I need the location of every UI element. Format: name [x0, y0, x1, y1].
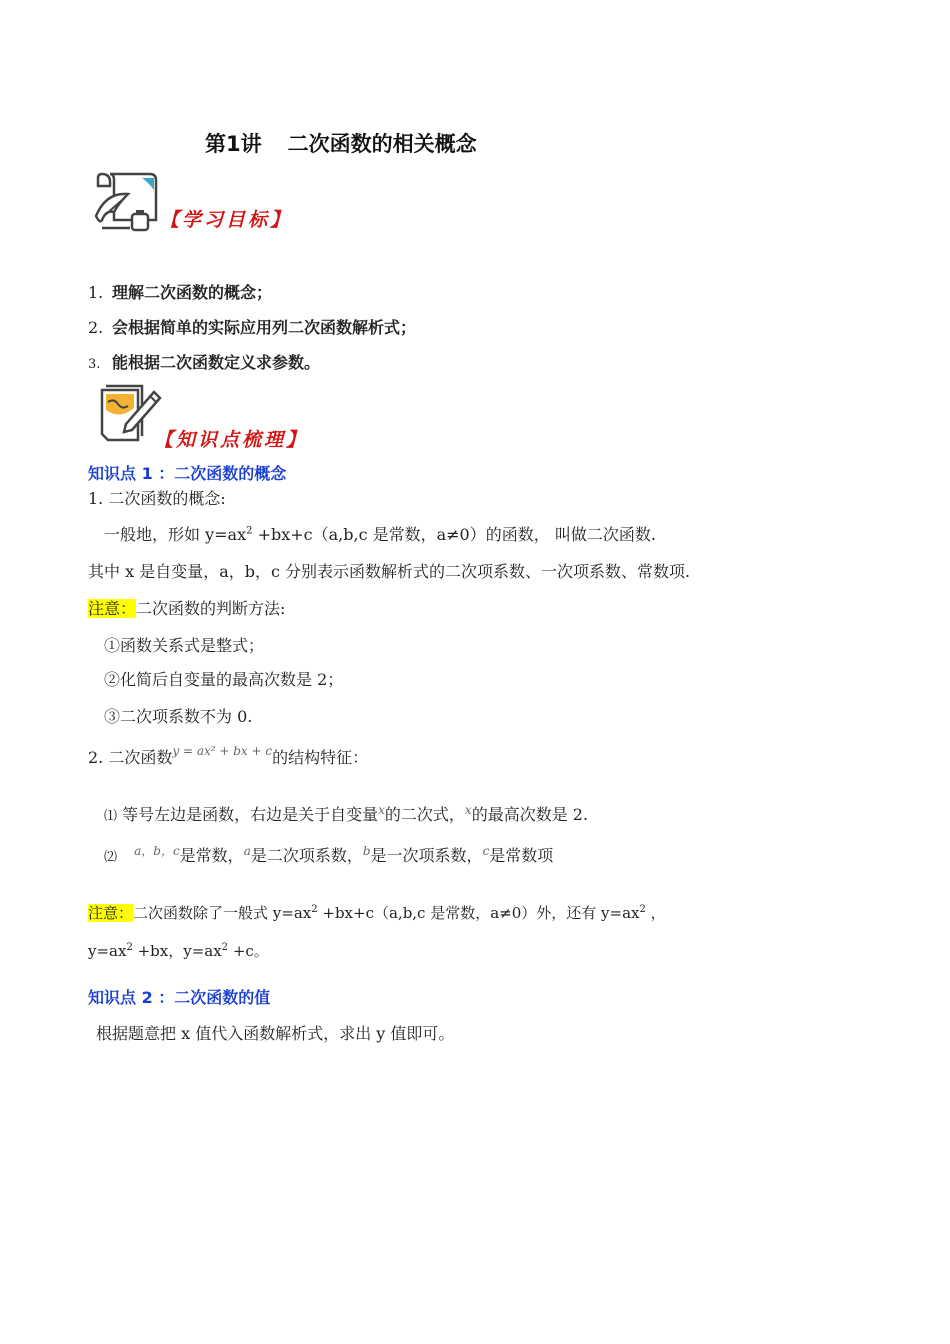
knowledge-points-banner: 【知识点梳理】 [154, 429, 309, 451]
knowledge-point-2-heading: 知识点 2 ：二次函数的值 [88, 988, 271, 1007]
concept-item-1: 1. 二次函数的概念: [88, 489, 226, 508]
rule-item: ②化简后自变量的最高次数是 2； [104, 670, 344, 689]
lecture-number: 第1讲 [205, 132, 262, 156]
knowledge-point-1-heading: 知识点 1 ：二次函数的概念 [88, 464, 287, 483]
goal-item: 2. 会根据简单的实际应用列二次函数解析式； [88, 318, 417, 337]
goal-item: 3. 能根据二次函数定义求参数。 [88, 353, 321, 372]
lecture-topic: 二次函数的相关概念 [287, 132, 477, 156]
note-other-forms: 注意：二次函数除了一般式 $y=ax^2 +bx+c(a,b,c$ 是常数，a≠0）外，还有 $y=ax^2$ ， [88, 904, 666, 922]
structure-item-2: ⑵ $^{a,b,c}$是常数，$^a$是二次项系数，$^b$是一次项系数，$^c$是常数项 [104, 844, 554, 865]
variables-text: 其中 x 是自变量，a，b，c 分别表示函数解析式的二次项系数、一次项系数、常数项. [88, 562, 691, 581]
page-title [205, 128, 477, 158]
note-other-forms-line2: $y=ax^2 +bx$，$y=ax^2 +c$。 [88, 942, 269, 960]
rule-item: ③二次项系数不为 0. [104, 707, 253, 726]
note-label: 注意： [88, 904, 134, 922]
rule-item: ①函数关系式是整式； [104, 636, 265, 655]
scroll-quill-icon [92, 170, 164, 236]
function-value-text: 根据题意把 x 值代入函数解析式，求出 y 值即可。 [96, 1024, 455, 1043]
goal-item: 1. 理解二次函数的概念； [88, 283, 273, 302]
note-judgement: 注意：二次函数的判断方法: [88, 599, 286, 618]
note-label: 注意： [88, 599, 137, 618]
structure-item-1: ⑴ 等号左边是函数，右边是关于自变量$^x$的二次式，$^x$的最高次数是 2. [104, 803, 589, 824]
definition-text: 一般地，形如 $y=ax^2 +bx+c(a,b,c$ 是常数，a≠0）的函数， 叫做二次函数. [104, 525, 656, 544]
learning-goals-banner: 【学习目标】 [160, 209, 293, 231]
formula-inline: y = ax² + bx + c [172, 744, 273, 758]
structure-heading: 2. 二次函数$^{y = ax^2 + bx + c}$的结构特征： [88, 744, 369, 767]
